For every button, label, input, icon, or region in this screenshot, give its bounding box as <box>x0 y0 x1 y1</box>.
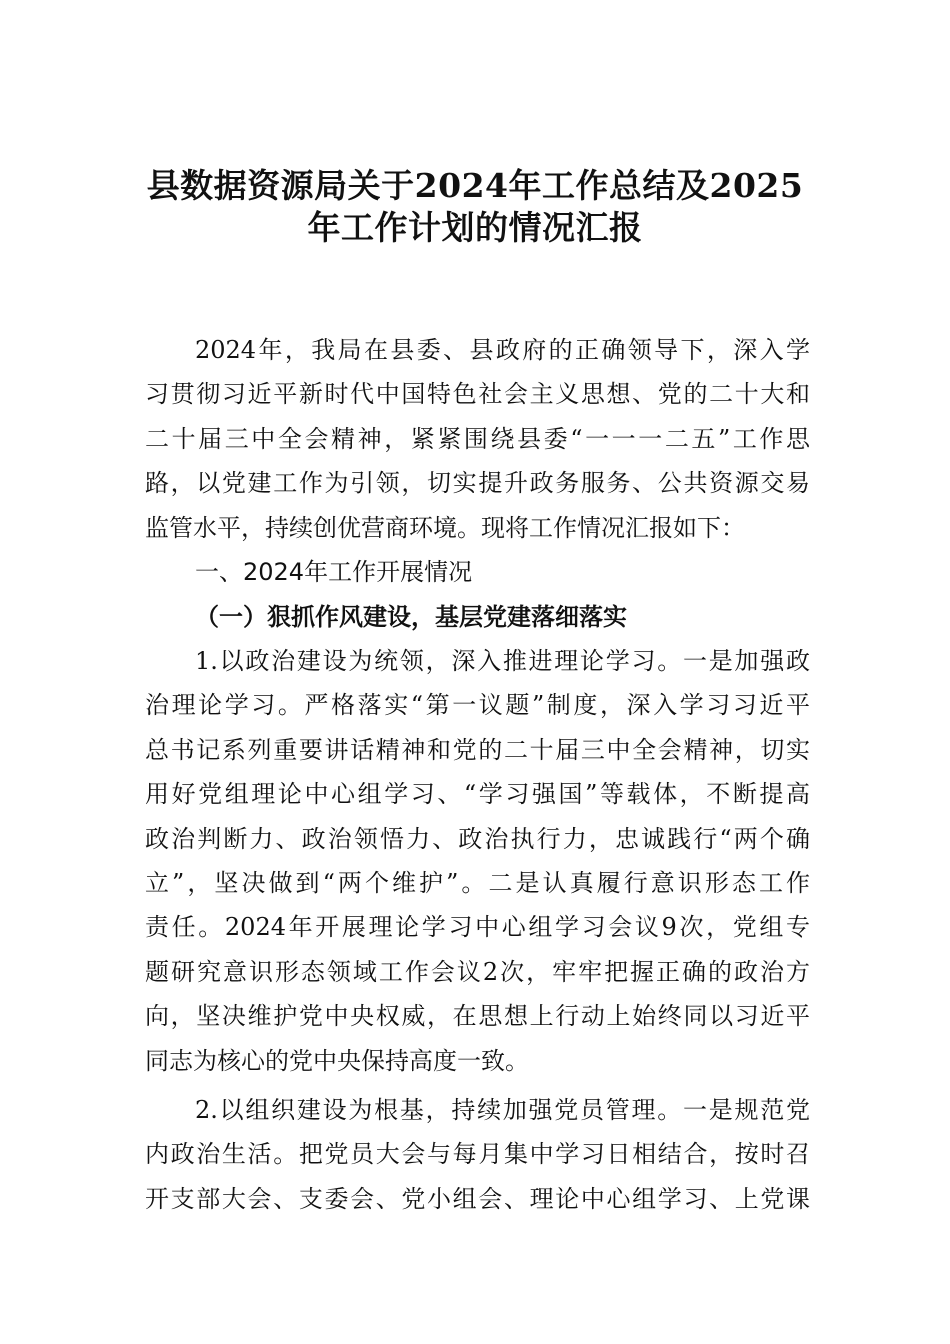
subsection-heading: （一）狠抓作风建设，基层党建落细落实 <box>195 602 627 631</box>
intro-line: 2024年，我局在县委、县政府的正确领导下，深入学 <box>195 336 810 364</box>
paragraph-line: 治理论学习。严格落实“第一议题”制度，深入学习习近平 <box>145 691 810 719</box>
paragraph-line: 向，坚决维护党中央权威，在思想上行动上始终同以习近平 <box>145 1002 810 1030</box>
document-title-line-1: 县数据资源局关于2024年工作总结及2025 <box>146 166 804 205</box>
document-title-line-2: 年工作计划的情况汇报 <box>307 208 643 247</box>
paragraph-line: 开支部大会、支委会、党小组会、理论中心组学习、上党课 <box>145 1185 810 1213</box>
paragraph-line: 立”，坚决做到“两个维护”。二是认真履行意识形态工作 <box>145 869 810 897</box>
paragraph-line: 题研究意识形态领域工作会议2次，牢牢把握正确的政治方 <box>145 958 810 986</box>
paragraph-line: 1.以政治建设为统领，深入推进理论学习。一是加强政 <box>195 647 810 675</box>
paragraph-line: 2.以组织建设为根基，持续加强党员管理。一是规范党 <box>195 1096 810 1124</box>
paragraph-line: 同志为核心的党中央保持高度一致。 <box>145 1047 529 1075</box>
section-heading: 一、2024年工作开展情况 <box>195 558 473 586</box>
paragraph-line: 政治判断力、政治领悟力、政治执行力，忠诚践行“两个确 <box>145 825 810 853</box>
paragraph-line: 总书记系列重要讲话精神和党的二十届三中全会精神，切实 <box>145 736 810 764</box>
intro-line: 监管水平，持续创优营商环境。现将工作情况汇报如下： <box>145 514 745 542</box>
intro-line: 二十届三中全会精神，紧紧围绕县委“一一一二五”工作思 <box>145 425 810 453</box>
paragraph-line: 内政治生活。把党员大会与每月集中学习日相结合，按时召 <box>145 1140 810 1168</box>
paragraph-line: 责任。2024年开展理论学习中心组学习会议9次，党组专 <box>145 913 810 941</box>
intro-line: 习贯彻习近平新时代中国特色社会主义思想、党的二十大和 <box>145 380 810 408</box>
intro-line: 路，以党建工作为引领，切实提升政务服务、公共资源交易 <box>145 469 810 497</box>
paragraph-line: 用好党组理论中心组学习、“学习强国”等载体，不断提高 <box>145 780 810 808</box>
